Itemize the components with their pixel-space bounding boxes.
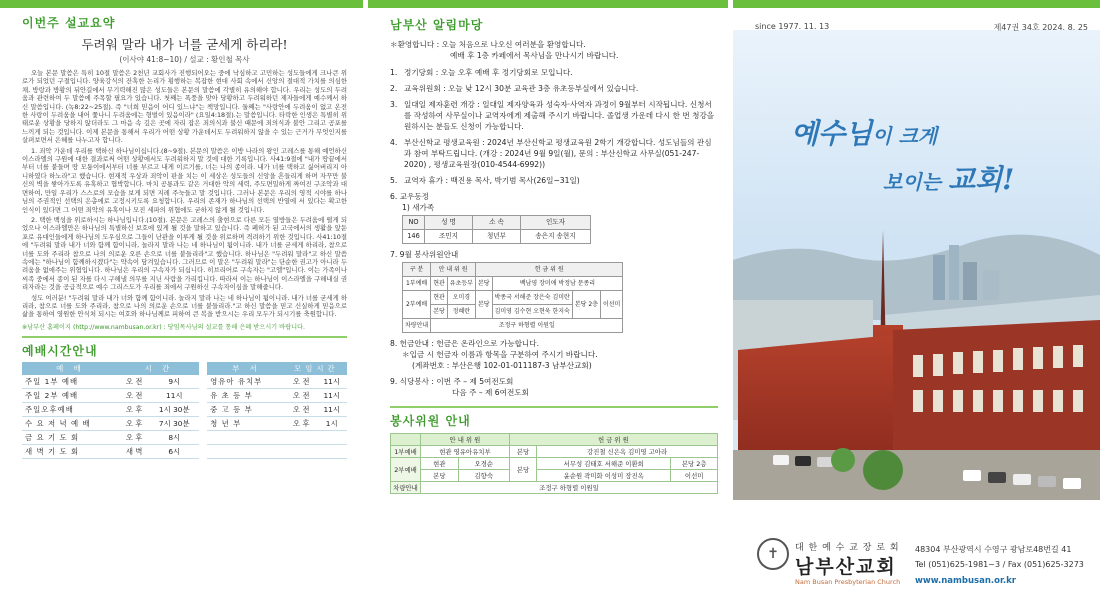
- header-cell: 시 간: [119, 362, 199, 375]
- table-cell: 오 후: [119, 416, 150, 430]
- table-cell: 청 년 부: [207, 416, 286, 430]
- top-green-bar: [0, 0, 363, 8]
- cover-panel: [733, 0, 1100, 612]
- sermon-paragraph: 오늘 본문 말씀은 특히 10절 말씀은 2천년 교회사가 진행되어오는 중에 낙심하고 고민하는 성도들에게 크나큰 위로가 되었던 구절입니다. 양육강식의 잔혹한 논리가 횡행하는 복잡한 현대 사회 속에서 신앙의 절대적 가치를 의심한 채, 방랑과 방황의 뒤안길에서 무기력해진 많은 성도들은 본문의 말씀에 각별히 유의해야 합니다. 우리는 성도의 두려움과 관련하여 두 말씀에 주목할 필요가 있습니다. 첫째는 폭풍을 맞아 당황하고 두려워하던 제자들에게 예수께서 하신 말씀입니다. (녹8:22~25절). 즉 "너희 믿음이 어디 있느냐"는 책망입니다. 둘째는 "사랑안에 두려움이 없고 온전한 사랑이 두려움을 내어 쫓나니 두려움에는 형벌이 있음이라" (요일4:18절).는 말씀입니다. 타락한 인생은 특별히 위태로운 상황을 당하지 않더라도 그 마음 속 깊은 곳에 자리 잡은 죄의식과 불신 때문에 죄의식과 불안 그리고 공포를 느끼게 되는 것입니다. 이제 본문을 통해서 우리가 어떤 상황 가운데서도 두려워하지 않을 수 있는 근거가 무엇인지를 살펴보면서 은혜를 나누고자 합니다.: [22, 69, 347, 145]
- table-cell: 영유아 유치부: [207, 375, 286, 389]
- worship-section-title: 예배시간안내: [22, 343, 98, 358]
- phone-fax: Tel (051)625-1981~3 / Fax (051)625-3273: [915, 560, 1084, 569]
- table-cell: 11시: [149, 388, 199, 402]
- table-cell: 1시: [316, 416, 347, 430]
- table-cell: 9시: [149, 375, 199, 389]
- table-cell: 새 벽: [119, 444, 150, 458]
- top-green-bar: [368, 0, 728, 8]
- table-cell: 오 전: [119, 375, 150, 389]
- notices-section-title: 남부산 알림마당: [390, 18, 484, 32]
- notice-item-6: 6. 교우동정 1) 새가족 NO 성 명 소 속 인도자 146 조민지 청년부 송은지 송현지: [390, 191, 718, 244]
- table-cell: 6시: [149, 444, 199, 458]
- notice-item: 3. 일대일 제자훈련 개강 : 일대일 제자양육과 성숙자·사역자 과정이 9월부터 시작됩니다. 신청서를 작성하여 사무실이나 교역자에게 제출해 주시기 바랍니다. 졸업생 가운데 다시 한 번 청강을 원하시는 분들도 신청이 가능합니다.: [390, 100, 715, 131]
- building: [949, 245, 959, 300]
- table-row: [22, 402, 347, 416]
- service-section-title: 봉사위원 안내: [390, 414, 471, 428]
- table-cell: 금 요 기 도 회: [22, 430, 119, 444]
- table-row: [22, 388, 347, 402]
- table-cell: 8시: [149, 430, 199, 444]
- since-date: since 1977. 11. 13: [755, 22, 830, 31]
- denomination: 대 한 예 수 교 장 로 회: [795, 543, 900, 553]
- sermon-body: [22, 69, 347, 319]
- building: [983, 270, 999, 300]
- header-cell: 예 배: [22, 362, 119, 375]
- notice-item: 2. 교육위원회 : 오늘 낮 12시 30분 교육관 3층 유초등부실에서 있습니다.: [390, 84, 639, 93]
- table-cell: 1시 30분: [149, 402, 199, 416]
- table-cell: 오 후: [119, 430, 150, 444]
- notices-panel: [368, 0, 728, 612]
- tree: [831, 448, 855, 472]
- table-cell: 새 벽 기 도 회: [22, 444, 119, 458]
- table-cell: 11시: [316, 388, 347, 402]
- header-cell: 모임시간: [286, 362, 347, 375]
- welcome-text: 오늘 처음으로 나오신 여러분을 환영합니다.: [441, 40, 586, 49]
- sermon-title: 두려워 말라 내가 너를 굳세게 하리라!: [81, 37, 288, 52]
- worship-time-table: [22, 362, 347, 459]
- top-green-bar: [733, 0, 1100, 8]
- notice-item-8: 8. 헌금안내 : 헌금은 온라인으로 가능합니다. ＊입금 시 헌금자 이름과 항목을 구분하여 주시기 바랍니다. (계좌번호 : 부산은행 102-01-011187-3 남부산교회): [390, 339, 598, 370]
- divider: [22, 336, 347, 338]
- website-link[interactable]: www.nambusan.or.kr: [915, 576, 1016, 586]
- sept-service-table: 구 분 안 내 위 원 헌 금 위 원 1부예배 현관 유초등부 본당 백남영 장미애 박정남 문종리 2부예배 현관 오미경 본당 박종국 서해준 장은숙 김미란 본당 2층 이선미 본당 정혜란 김미영 김수현 오현욱 한지숙 차량안내 조정구 하형렬 이원일: [402, 262, 623, 333]
- church-english-name: Nam Busan Presbyterian Church: [795, 578, 901, 586]
- table-header-row: [22, 362, 347, 375]
- table-cell: 수 요 저 녁 예 배: [22, 416, 119, 430]
- motto-line-1: 예수님이 크게: [791, 117, 938, 150]
- table-row: [22, 430, 347, 444]
- homepage-note: ※남부산 홈페이지 (http://www.nambusan.or.kr) : 당임목사님의 설교를 통해 은혜 받으시기 바랍니다.: [22, 323, 306, 331]
- header-cell: 부 서: [207, 362, 286, 375]
- table-cell: 주일오후예배: [22, 402, 119, 416]
- table-cell: 7시 30분: [149, 416, 199, 430]
- sermon-panel: [0, 0, 363, 612]
- issue-number: 제47권 34호 2024. 8. 25: [993, 23, 1088, 32]
- table-row: [22, 375, 347, 389]
- table-cell: 오 전: [119, 388, 150, 402]
- motto-line-2: 보이는 교회!: [883, 163, 1015, 196]
- service-table: 안 내 위 원 헌 금 위 원 1부예배 현관 영유아유치부 본당 강진철 신은옥 김미영 고아라 2부예배 현관 오경순 본당 서무성 김태호 서해준 이환희 본당 2층 본당 김향숙 윤순원 곽미화 이성미 장진옥 이선미 차량안내 조정구 하형렬 이원일: [390, 433, 718, 494]
- church-logo-icon: ✝: [757, 538, 789, 570]
- church-hall: [738, 335, 893, 460]
- notice-item-9: 9. 식당봉사 : 이번 주 – 제 5여전도회 다음 주 – 제 6여전도회: [390, 377, 529, 397]
- table-cell: 오 전: [286, 402, 317, 416]
- sermon-paragraph: 성도 여러분! "두려워 말라 내가 너와 함께 함이니라. 놀라지 말라 나는 네 하나님이 됨이니라. 내가 너를 굳세게 하리라, 참으로 너를 도와 주리라, 참으로 나의 의로운 손으로 너를 붙들리라."고 하신 말씀을 믿고 신실하게 믿음으로 삶을 통하여 영원한 안식처 되시는 여호와 하나님께로 피하여 큰 복을 받으시는 우리 모두가 되시기를 축원합니다.: [22, 293, 347, 319]
- table-cell: 오 후: [286, 416, 317, 430]
- sermon-paragraph: 2. 택한 백성을 위로하시는 하나님입니다.(10절). 본문은 고레스의 출현으로 다른 모든 열방들은 두려움에 떨게 되었으나 이스라엘만은 하나님의 특별하신 보호에 있게 될 것을 말하고 있습니다. 즉 폐허가 된 고국에서의 생활을 앞둔 포로 유대인들에게 하나님의 도우심으로 그들이 난관을 이루게 될 것을 위로하며 격려하기 위한 것입니다. 사41:10절에 "두려워 말라 내가 너와 함께 함이니라, 놀라지 말라 나는 네 하나님이 됨이니라. 내가 너를 굳세게 하리라, 참으로 너를 도와 주리라 참으로 나의 의로운 오른 손으로 너를 붙들리라"고 했습니다. 하나님은 "두려워 말라"고 하신 말씀속에는 "하나님이 함께하시겠다"는 약속이 담겨있습니다. 그러므로 이 말은 "두려워 말라"는 단순한 권고가 아니라 두려움을 없애주는 위협입니다. 하나님은 우리의 구속자가 되십니다. 히브리어로 구속자는 "고엘"입니다. 이는 가족이나 씨족 중에서 종이 된 자를 다시 구해낼 의무를 지닌 사람을 가리킵니다. 따라서 이는 하나님이 이스라엘을 구해내실 권리자라는 것을 공급적으로 예수 그리스도가 우리를 죄에서 구원하신 구속자이심을 말해줍니다.: [22, 215, 347, 292]
- table-cell: 11시: [316, 402, 347, 416]
- table-cell: 유 초 등 부: [207, 388, 286, 402]
- table-row: [22, 416, 347, 430]
- building: [933, 255, 945, 300]
- new-family-table: NO 성 명 소 속 인도자 146 조민지 청년부 송은지 송현지: [402, 215, 591, 244]
- building: [963, 262, 977, 300]
- notice-item-7: 7. 9월 봉사위원안내 구 분 안 내 위 원 헌 금 위 원 1부예배 현관 유초등부 본당 백남영 장미애 박정남 문종리 2부예배 현관 오미경 본당 박종국 서해준 장은숙 김미란 본당 2층 이선미 본당 정혜란 김미영 김수현 오현욱 한지숙 차량안내 조정구 하형렬 이원일: [390, 249, 718, 333]
- table-cell: 주일 1부 예배: [22, 375, 119, 389]
- notice-item: 5. 교역자 휴가 : 백진용 목사, 박기범 목사(26일~31일): [390, 176, 580, 185]
- notice-item: 1. 정기당회 : 오늘 오후 예배 후 정기당회로 모입니다.: [390, 68, 573, 77]
- cover-footer: [733, 500, 1100, 612]
- sermon-subtitle: (이사야 41:8~10) / 설교 : 황인철 목사: [119, 55, 250, 64]
- welcome-label: ＊환영합니다 :: [390, 40, 440, 49]
- church-name: 남부산교회: [795, 556, 897, 578]
- welcome-notice: [390, 39, 718, 61]
- tree: [863, 450, 903, 490]
- table-cell: 주일 2부 예배: [22, 388, 119, 402]
- table-row: [22, 444, 347, 458]
- table-cell: 중 고 등 부: [207, 402, 286, 416]
- table-cell: 오 전: [286, 388, 317, 402]
- table-cell: 오 후: [119, 402, 150, 416]
- divider: [390, 406, 718, 408]
- welcome-text: 예배 후 1층 카페에서 목사님을 만나시기 바랍니다.: [450, 51, 619, 60]
- notice-item: 4. 부산신학교 평생교육원 : 2024년 부산신학교 평생교육원 2학기 개강합니다. 성도님들의 관심과 참여 부탁드립니다. (개강 : 2024년 9월 9일(월), 문의 : 부산신학교 사무실(051-247-2020) , 평생교육원장(010-4544-6992)): [390, 138, 712, 169]
- church-photo: [733, 30, 1100, 500]
- address: 48304 부산광역시 수영구 광남로48번길 41: [915, 545, 1072, 554]
- sermon-paragraph: 1. 죄악 가운데 우리를 택하신 하나님이십니다.(8~9절). 본문의 말씀은 이방 나라의 왕인 고레스를 통해 예언하신 이스라엘의 구원에 대한 결과로써 어떤 상황에서도 두려워하지 말 것에 대한 기록입니다. 사41:9절에 "내가 땅끝에서부터 너를 붙들며 땅 모퉁이에서부터 너를 부르고 내게 이르기를, 너는 나의 종이라. 내가 너를 택하고 싫어버리지 아니하였다 하노라"고 했습니다. 현재적 우상과 죄악이 판을 치는 이 세상은 성도들의 신앙을 흔들리게 하며 자꾸만 불신의 벽을 쌓아가도록 유혹하고 협박합니다. 마치 공룡과도 같은 거대한 악의 세력, 주도면밀하게 짜여진 구조악과 대면하여, 만일 우리가 스스로의 모습을 보게 되면 지레 주눅들고 말 것입니다. 그러나 본문은 우리의 영적 시야를 하나님의 주권적인 선택의 은총에로 고정시키도록 요청합니다. 우리의 존재가 하나님의 선택의 반열에 서 있다는 확고한 인식이 있다면 그 어떤 죄악의 유혹이나 모진 세파의 위협에도 굳하지 않게 될 것입니다.: [22, 146, 347, 214]
- sermon-section-title: 이번주 설교요약: [22, 16, 116, 30]
- table-cell: 11시: [316, 375, 347, 389]
- notices-list: [390, 39, 718, 398]
- table-cell: 오 전: [286, 375, 317, 389]
